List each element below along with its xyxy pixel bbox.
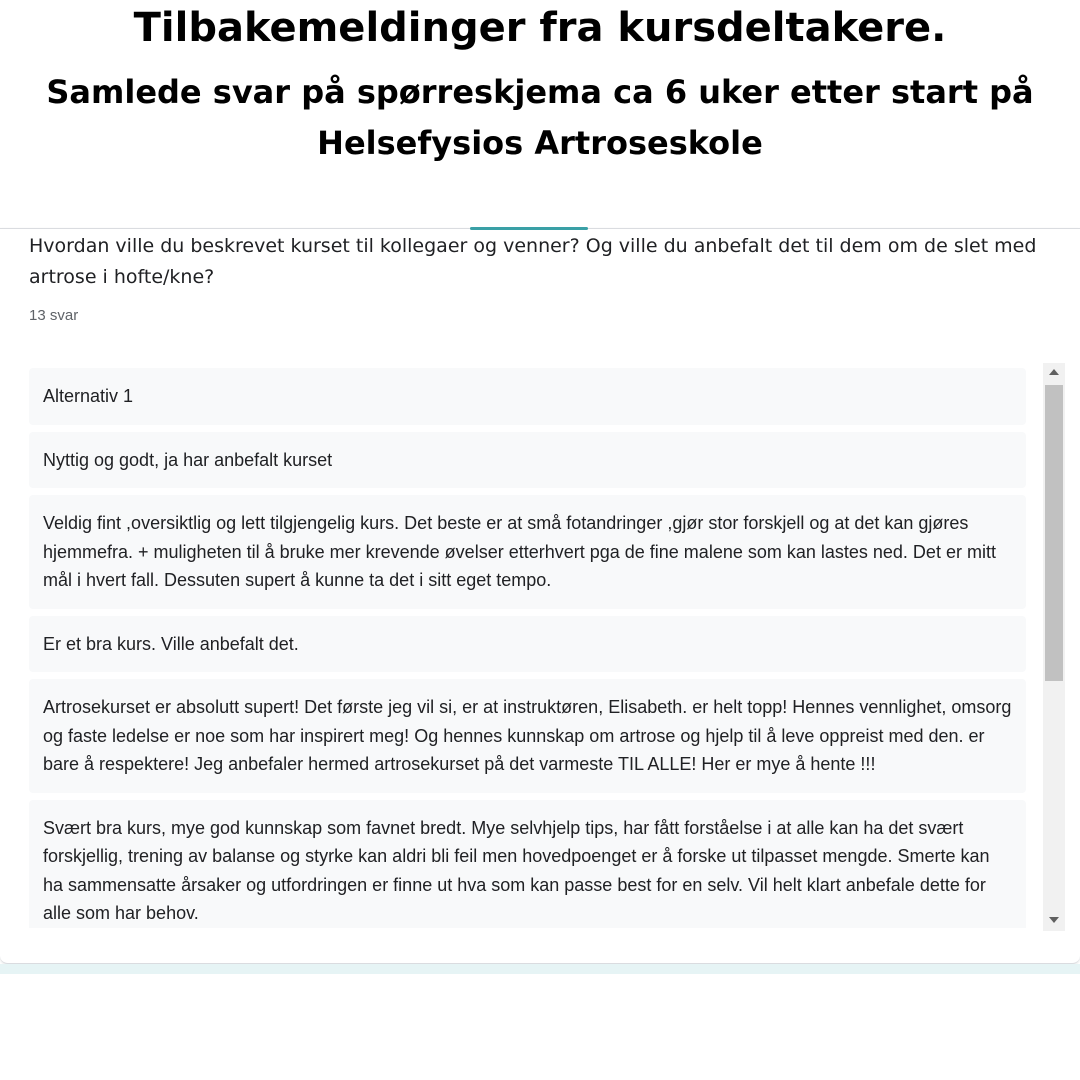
scroll-up-arrow-icon[interactable]	[1049, 369, 1059, 375]
response-count: 13 svar	[29, 307, 79, 324]
form-response-card	[0, 228, 1080, 964]
card-accent-bar	[470, 227, 588, 230]
response-list-scrollbar[interactable]	[1043, 363, 1065, 931]
bottom-divider-band	[0, 964, 1080, 974]
scrollbar-thumb[interactable]	[1045, 385, 1063, 681]
page-title: Tilbakemeldinger fra kursdeltakere.	[133, 5, 947, 51]
list-item: Er et bra kurs. Ville anbefalt det.	[29, 616, 1026, 673]
list-item: Veldig fint ,oversiktlig og lett tilgjengelig kurs. Det beste er at små fotandringer ,gjør stor forskjell og at det kan gjøres hjemmefra. + muligheten til å bruke mer krevende øvelser etterhvert pga de fine malene som kan lastes ned. Det er mitt mål i hvert fall. Dessuten supert å kunne ta det i sitt eget tempo.	[29, 495, 1026, 609]
list-item: Nyttig og godt, ja har anbefalt kurset	[29, 432, 1026, 489]
page-subtitle-line-2: Helsefysios Artroseskole	[317, 124, 763, 162]
scroll-down-arrow-icon[interactable]	[1049, 917, 1059, 923]
list-item: Artrosekurset er absolutt supert! Det første jeg vil si, er at instruktøren, Elisabeth. er helt topp! Hennes vennlighet, omsorg og faste ledelse er noe som har inspirert meg! Og hennes kunnskap om artrose og hjelp til å leve oppreist med den. er bare å respektere! Jeg anbefaler hermed artrosekurset på det varmeste TIL ALLE! Her er mye å hente !!!	[29, 679, 1026, 793]
list-item: Alternativ 1	[29, 368, 1026, 425]
question-title: Hvordan ville du beskrevet kurset til kollegaer og venner? Og ville du anbefalt det til dem om de slet med artrose i hofte/kne?	[29, 235, 1037, 288]
response-list[interactable]	[29, 368, 1026, 928]
page-subtitle-line-1: Samlede svar på spørreskjema ca 6 uker etter start på	[46, 73, 1034, 111]
list-item: Svært bra kurs, mye god kunnskap som favnet bredt. Mye selvhjelp tips, har fått forståelse i at alle kan ha det svært forskjellig, trening av balanse og styrke kan aldri bli feil men hovedpoenget er å forske ut tilpasset mengde. Smerte kan ha sammensatte årsaker og utfordringen er finne ut hva som kan passe best for en selv. Vil helt klart anbefale dette for alle som har behov.	[29, 800, 1026, 929]
